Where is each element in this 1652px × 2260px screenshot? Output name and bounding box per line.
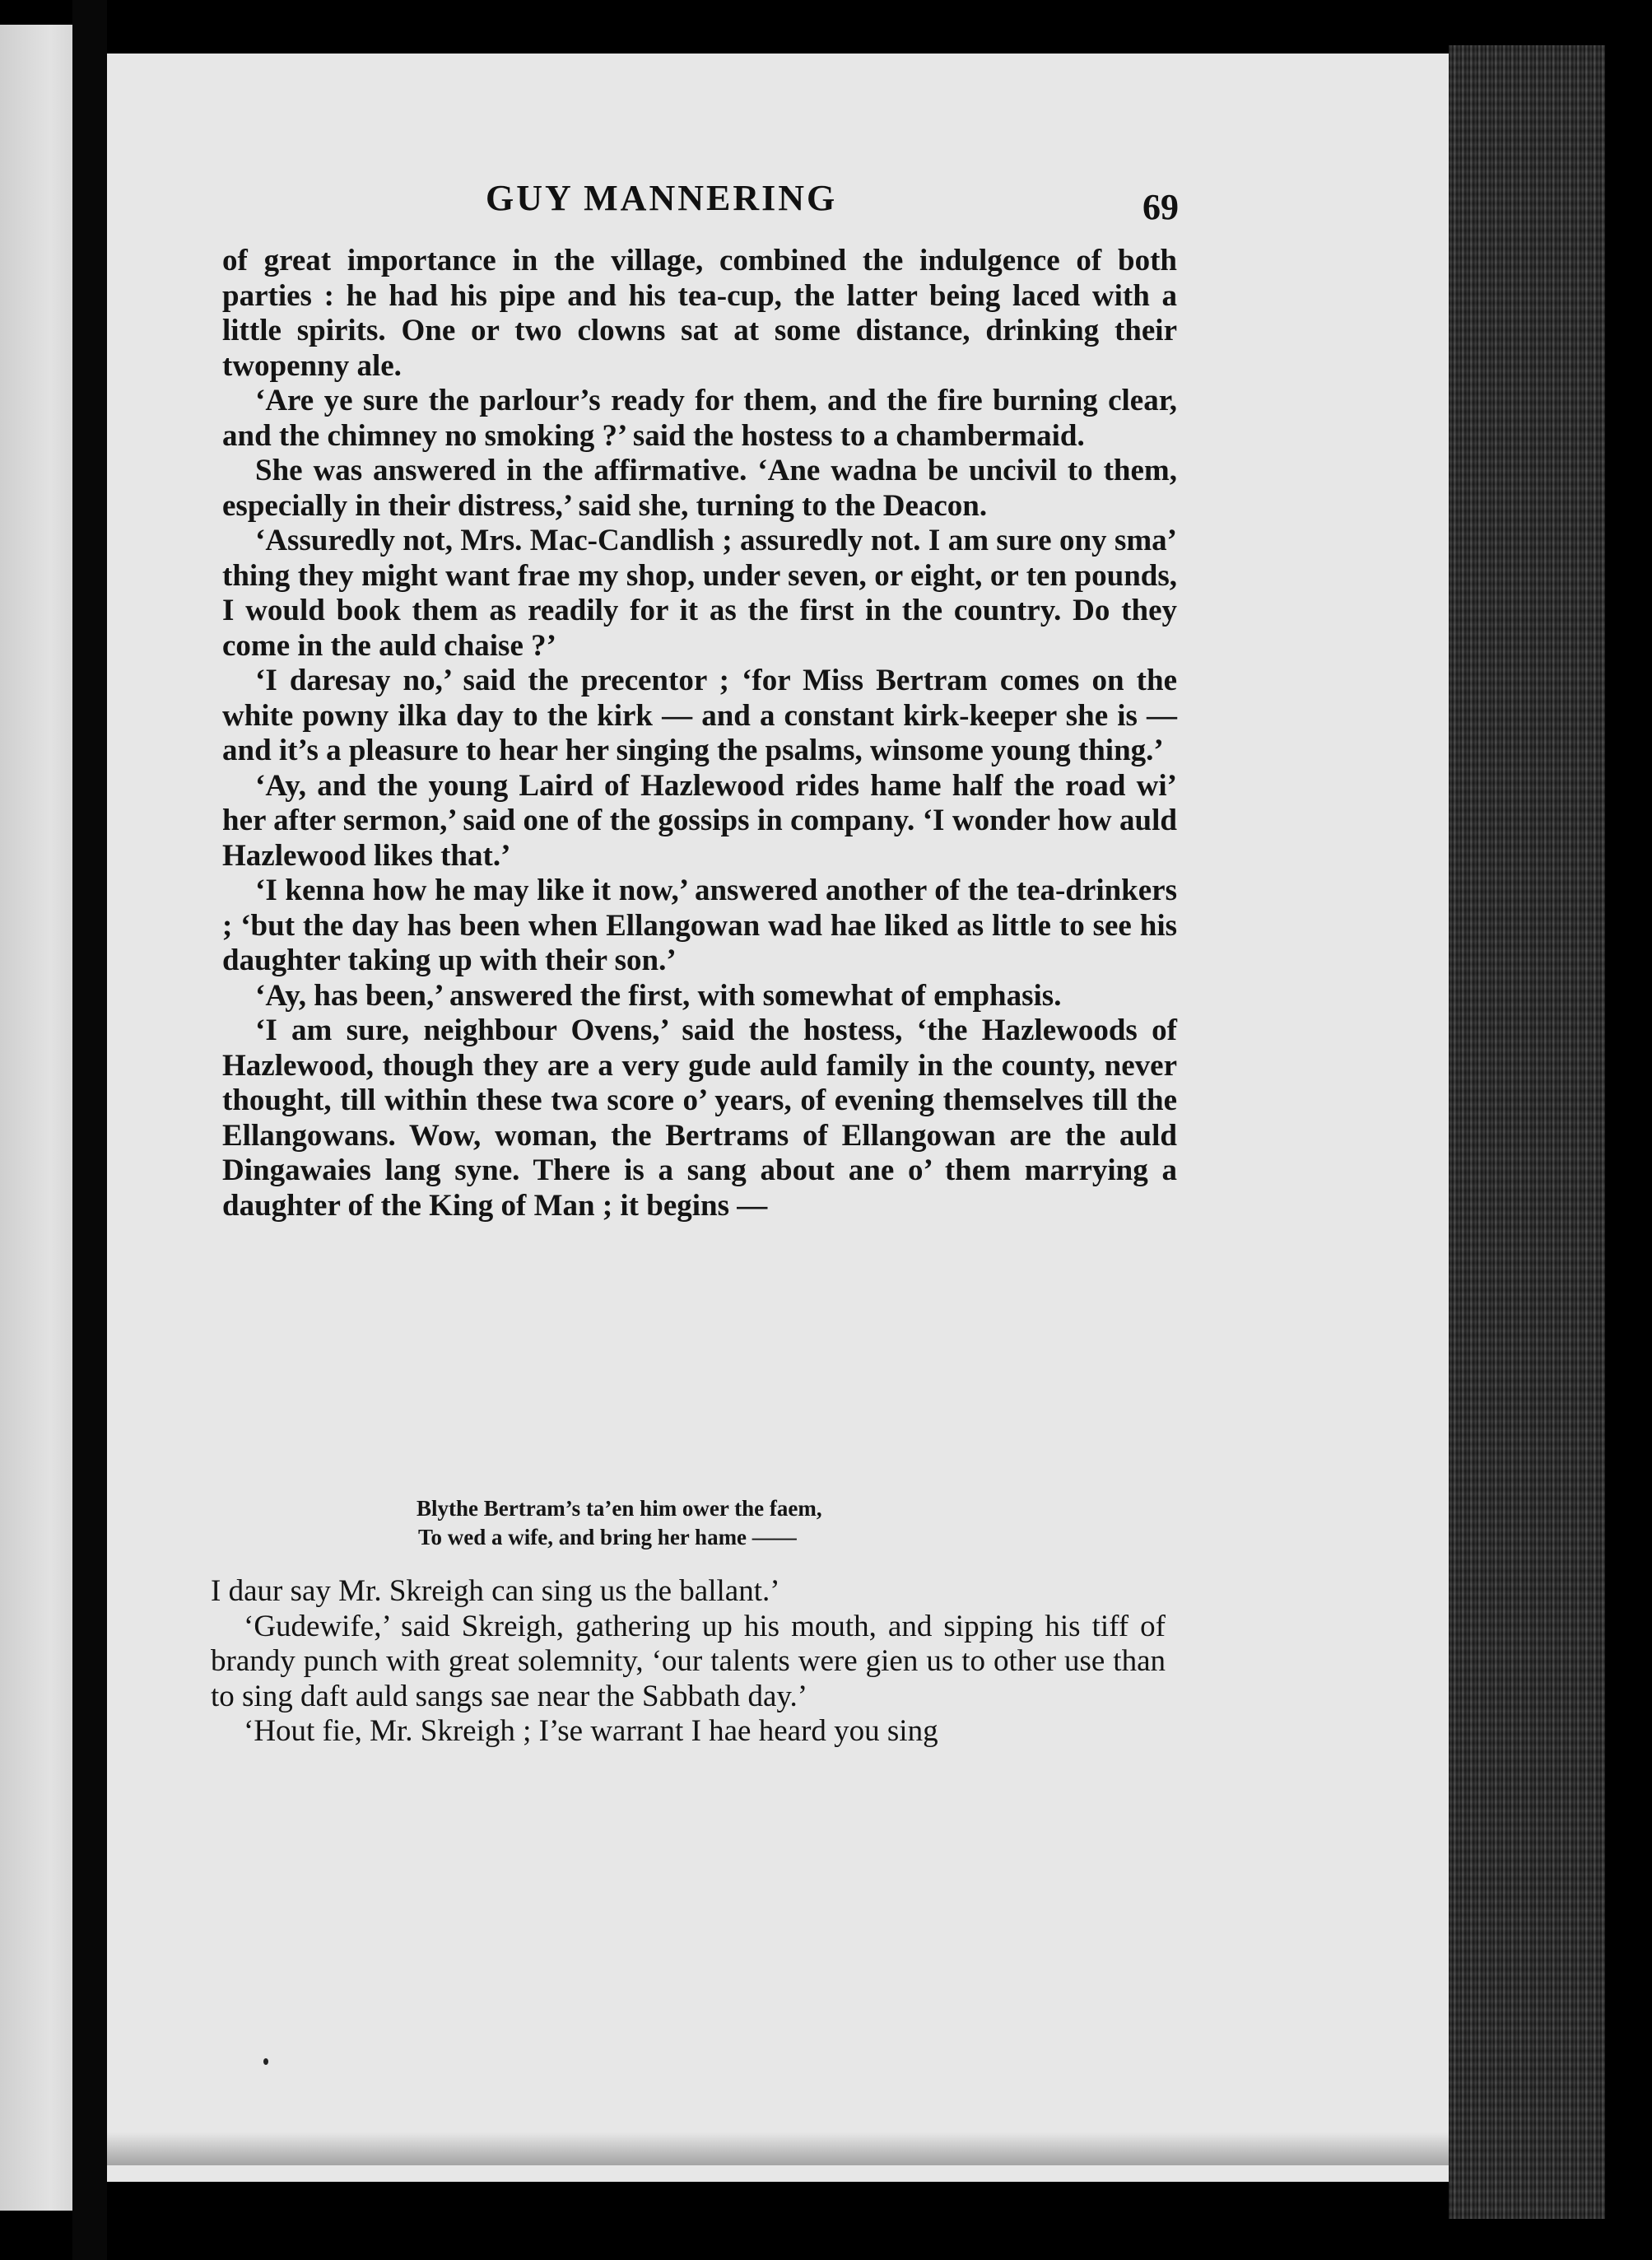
verse-line: Blythe Bertram’s ta’en him ower the faem, [416,1496,822,1521]
paragraph: of great importance in the village, combined the indulgence of both parties : he had his pipe and his tea-cup, the latter being laced with a little spirits. One or two clowns sat at some distance, drinking their twopenny ale. [222,244,1177,383]
running-head: GUY MANNERING [486,178,838,218]
body-text-lower [211,1574,1166,1750]
paragraph: ‘Gudewife,’ said Skreigh, gathering up his mouth, and sipping his tiff of brandy punch with great solemnity, ‘our talents were gien us to other use than to sing daft auld sangs sae near the Sabbath day.’ [211,1609,1166,1713]
paragraph: ‘Ay, has been,’ answered the first, with somewhat of emphasis. [255,978,1062,1013]
book-gutter [72,0,107,2260]
print-speck [263,2058,268,2065]
paragraph: I daur say Mr. Skreigh can sing us the ballant.’ [211,1574,780,1608]
paragraph: ‘I am sure, neighbour Ovens,’ said the hostess, ‘the Hazlewoods of Hazlewood, though they are a very gude auld family in the county, never thought, till within these twa score o’ years, of evening themselves till the Ellangowans. Wow, woman, the Bertrams of Ellangowan are the auld Dingawaies lang syne. There is a sang about ane o’ them marrying a daughter of the King of Man ; it begins — [222,1014,1177,1223]
paragraph: ‘Are ye sure the parlour’s ready for them, and the fire burning clear, and the chimney no smoking ?’ said the hostess to a chambermaid. [222,384,1177,453]
paragraph: ‘I kenna how he may like it now,’ answered another of the tea-drinkers ; ‘but the day has been when Ellangowan wad hae liked as little to see his daughter taking up with their son.’ [222,874,1177,977]
paragraph: ‘Hout fie, Mr. Skreigh ; I’se warrant I hae heard you sing [244,1714,938,1748]
verse-quote [416,1494,822,1552]
paragraph: ‘I daresay no,’ said the precentor ; ‘for Miss Bertram comes on the white powny ilka day to the kirk — and a constant kirk-keeper she is — and it’s a pleasure to hear her singing the psalms, winsome young thing.’ [222,664,1177,767]
book-fore-edge [1449,45,1605,2219]
body-text-upper [222,244,1177,1223]
paragraph: ‘Ay, and the young Laird of Hazlewood rides hame half the road wi’ her after sermon,’ said one of the gossips in company. ‘I wonder how auld Hazlewood likes that.’ [222,768,1177,873]
paragraph: She was answered in the affirmative. ‘Ane wadna be uncivil to them, especially in their distress,’ said she, turning to the Deacon. [222,454,1177,523]
facing-page-edge [0,25,72,2211]
verse-line: To wed a wife, and bring her hame —— [418,1525,797,1549]
page-bottom-shadow [107,2132,1473,2165]
paragraph: ‘Assuredly not, Mrs. Mac-Candlish ; assuredly not. I am sure ony sma’ thing they might want frae my shop, under seven, or eight, or ten pounds, I would book them as readily for it as the first in the country. Do they come in the auld chaise ?’ [222,524,1177,663]
page-number: 69 [1142,187,1179,227]
